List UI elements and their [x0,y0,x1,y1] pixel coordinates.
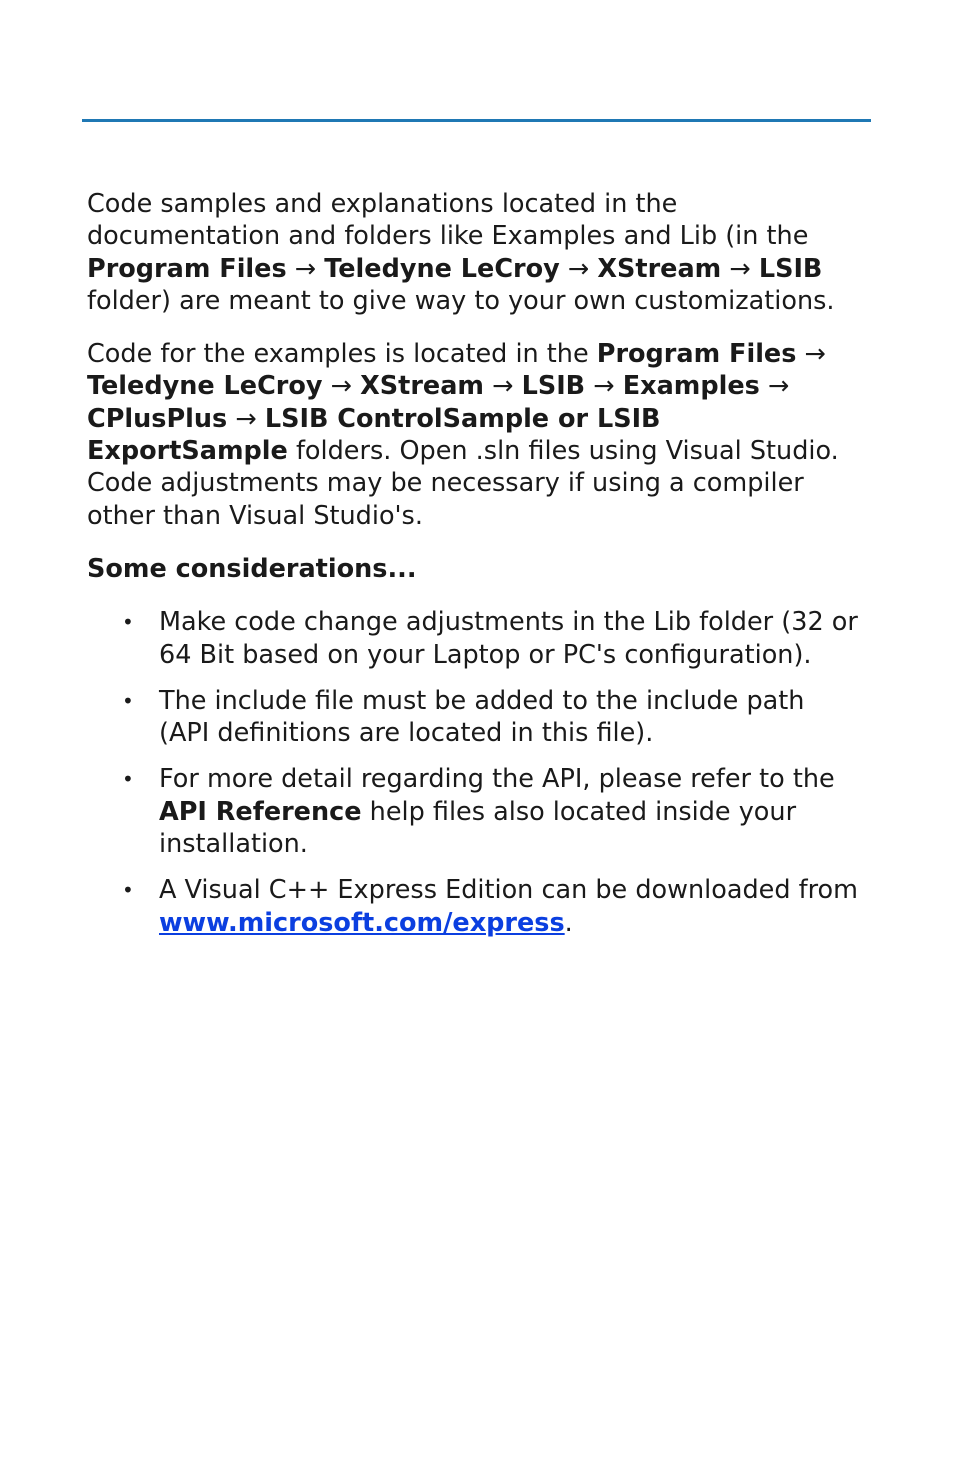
bullet-icon: • [122,878,134,903]
arrow-icon: → [567,253,590,284]
location-paragraph [87,338,862,532]
path-teledyne-lecroy: Teledyne LeCroy [87,371,323,402]
bullet-icon: • [122,767,134,792]
document-body [87,188,862,953]
header-rule [82,119,871,122]
bullet-icon: • [122,688,134,713]
arrow-icon: → [767,371,790,402]
bullet-icon: • [122,610,134,635]
list-item [87,606,862,671]
list-item-text: help files also located inside your installation. [159,796,797,860]
considerations-list [87,606,862,939]
path-examples: Examples [622,371,760,402]
path-cplusplus: CPlusPlus [87,403,228,434]
arrow-icon: → [492,371,514,402]
path-lsib: LSIB [521,371,586,402]
path-xstream: XStream [360,371,484,402]
path-sample-folders: LSIB ControlSample or LSIB ExportSample [87,403,661,467]
path-lsib: LSIB [758,253,823,284]
path-teledyne-lecroy: Teledyne LeCroy [324,253,560,284]
arrow-icon: → [330,371,352,402]
list-item-text: The include file must be added to the include path (API definitions are located in this file). [159,685,805,749]
list-item-text: Make code change adjustments in the Lib folder (32 or 64 Bit based on your Laptop or PC's configuration). [159,607,858,670]
list-item-text: A Visual C++ Express Edition can be downloaded from [159,875,858,906]
intro-paragraph [87,188,862,317]
intro-text-start: Code samples and explanations located in the documentation and folders like Examples and Lib (in the [87,189,809,252]
arrow-icon: → [593,371,615,402]
arrow-icon: → [729,253,751,284]
list-item [87,874,862,939]
path-program-files: Program Files [87,253,287,284]
path-xstream: XStream [597,253,722,284]
microsoft-express-link[interactable]: www.microsoft.com/express [159,907,565,938]
path-program-files: Program Files [596,339,797,370]
list-item [87,763,862,860]
api-reference-label: API Reference [159,796,362,827]
list-item-text: . [564,907,573,938]
arrow-icon: → [235,403,257,434]
list-item [87,685,862,750]
arrow-icon: → [804,339,826,370]
list-item-text: For more detail regarding the API, please refer to the [159,764,835,795]
location-text-start: Code for the examples is located in the [87,339,597,370]
location-text-end: folders. Open .sln files using Visual Studio. Code adjustments may be necessary if using a compiler other than Visual Studio's. [87,436,839,531]
intro-text-end: folder) are meant to give way to your own customizations. [87,285,835,316]
considerations-heading: Some considerations... [87,553,417,584]
arrow-icon: → [294,253,317,284]
